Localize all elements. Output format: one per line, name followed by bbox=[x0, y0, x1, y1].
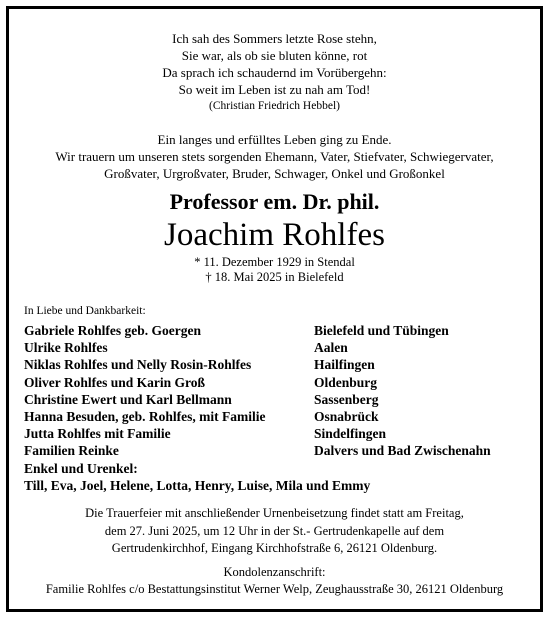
deceased-name: Joachim Rohlfes bbox=[164, 217, 385, 253]
mourner-name: Oliver Rohlfes und Karin Groß bbox=[24, 374, 206, 390]
mourner-place: Osnabrück bbox=[314, 408, 379, 424]
poem-line: Da sprach ich schaudernd im Vorübergehn: bbox=[162, 65, 387, 80]
grandchildren-label: Enkel und Urenkel: bbox=[24, 460, 138, 476]
poem-line: Ich sah des Sommers letzte Rose stehn, bbox=[172, 31, 377, 46]
poem-line: So weit im Leben ist zu nah am Tod! bbox=[178, 82, 371, 97]
mourner-row bbox=[24, 442, 534, 459]
mourner-place: Sindelfingen bbox=[314, 426, 387, 442]
mourner-place: Sassenberg bbox=[314, 391, 379, 407]
mourner-name: Christine Ewert und Karl Bellmann bbox=[24, 391, 232, 407]
mourner-row bbox=[24, 339, 534, 356]
mourner-name: Jutta Rohlfes mit Familie bbox=[24, 426, 171, 442]
condolence-info bbox=[9, 564, 540, 598]
death-date: † 18. Mai 2025 in Bielefeld bbox=[205, 270, 344, 284]
mourner-place: Aalen bbox=[314, 340, 348, 356]
birth-date: * 11. Dezember 1929 in Stendal bbox=[194, 255, 355, 269]
condolence-address: Familie Rohlfes c/o Bestattungsinstitut Werner Welp, Zeughausstraße 30, 26121 Oldenburg bbox=[45, 582, 504, 596]
mourner-place: Hailfingen bbox=[314, 357, 375, 373]
poem-line: Sie war, als ob sie bluten könne, rot bbox=[181, 48, 368, 63]
mourner-name: Gabriele Rohlfes geb. Goergen bbox=[24, 323, 201, 338]
grandchildren-names: Till, Eva, Joel, Helene, Lotta, Henry, Luise, Mila und Emmy bbox=[24, 477, 371, 493]
mourner-place: Dalvers und Bad Zwischenahn bbox=[314, 443, 491, 459]
intro-text bbox=[9, 131, 540, 182]
deceased-title: Professor em. Dr. phil. bbox=[169, 189, 380, 214]
mourner-row bbox=[24, 356, 534, 373]
mourners-list bbox=[24, 322, 534, 494]
mourner-row bbox=[24, 374, 534, 391]
funeral-line: Gertrudenkirchhof, Eingang Kirchhofstraße 6, 26121 Oldenburg. bbox=[111, 541, 438, 555]
obituary-notice bbox=[6, 6, 543, 612]
mourner-name: Ulrike Rohlfes bbox=[24, 340, 108, 356]
mourner-row bbox=[24, 391, 534, 408]
life-dates bbox=[9, 255, 540, 285]
mourner-place: Bielefeld und Tübingen bbox=[314, 323, 449, 338]
condolence-label: Kondolenzanschrift: bbox=[223, 565, 326, 579]
mourner-name: Familien Reinke bbox=[24, 443, 119, 459]
poem bbox=[9, 30, 540, 115]
mourner-name: Hanna Besuden, geb. Rohlfes, mit Familie bbox=[24, 408, 266, 424]
intro-line: Wir trauern um unseren stets sorgenden Ehemann, Vater, Stiefvater, Schwiegervater, bbox=[55, 149, 494, 164]
funeral-line: dem 27. Juni 2025, um 12 Uhr in der St.- Gertrudenkapelle auf dem bbox=[104, 523, 445, 538]
funeral-line: Die Trauerfeier mit anschließender Urnenbeisetzung findet statt am Freitag, bbox=[85, 506, 464, 520]
mourner-place: Oldenburg bbox=[314, 374, 378, 390]
intro-line: Großvater, Urgroßvater, Bruder, Schwager, Onkel und Großonkel bbox=[104, 166, 445, 181]
poem-author: (Christian Friedrich Hebbel) bbox=[209, 100, 340, 112]
mourner-row bbox=[24, 408, 534, 425]
mourner-name: Niklas Rohlfes und Nelly Rosin-Rohlfes bbox=[24, 357, 252, 373]
funeral-info bbox=[9, 505, 540, 558]
mourner-row bbox=[24, 322, 534, 339]
mourner-row bbox=[24, 425, 534, 442]
gratitude-line: In Liebe und Dankbarkeit: bbox=[24, 305, 146, 317]
intro-line: Ein langes und erfülltes Leben ging zu Ende. bbox=[157, 132, 392, 147]
